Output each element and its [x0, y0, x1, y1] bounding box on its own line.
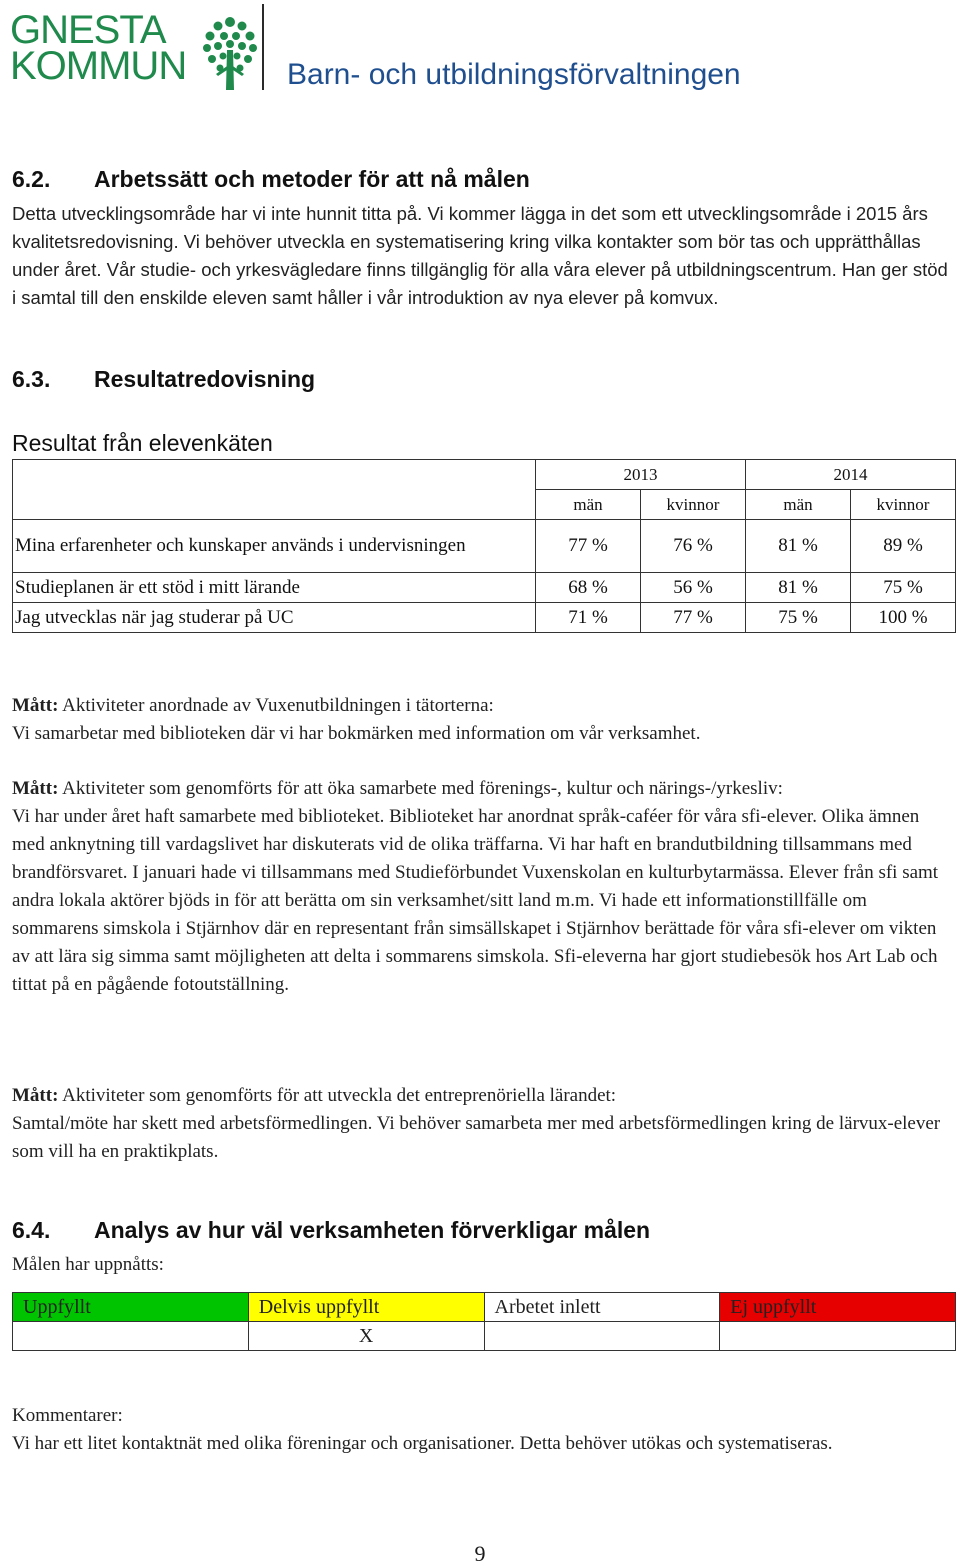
measure-heading: Aktiviteter anordnade av Vuxenutbildningen i tätorterna: — [62, 695, 494, 716]
section-number: 6.4. — [12, 1217, 51, 1243]
section-title: Resultatredovisning — [94, 366, 316, 392]
section-6-2-heading — [12, 166, 530, 193]
measure-heading: Aktiviteter som genomförts för att utveckla det entreprenöriella lärandet: — [62, 1085, 617, 1106]
section-number: 6.3. — [12, 366, 51, 392]
value-cell: 75 % — [746, 603, 851, 633]
survey-results-table — [12, 459, 956, 633]
comments-text: Vi har ett litet kontaktnät med olika föreningar och organisationer. Detta behöver utökas och systematiseras. — [12, 1433, 833, 1454]
goal-status-table — [12, 1292, 956, 1351]
status-mark — [720, 1322, 956, 1351]
question-cell: Studieplanen är ett stöd i mitt lärande — [13, 573, 536, 603]
organization-name: Barn- och utbildningsförvaltningen — [287, 58, 741, 91]
section-number: 6.2. — [12, 166, 51, 192]
section-title: Analys av hur väl verksamheten förverkligar målen — [94, 1217, 651, 1243]
tree-icon — [200, 14, 260, 92]
section-title: Arbetssätt och metoder för att nå målen — [94, 166, 530, 192]
status-mark — [484, 1322, 720, 1351]
comments-label: Kommentarer: — [12, 1405, 123, 1426]
value-cell: 89 % — [851, 520, 956, 573]
status-mark-row — [13, 1322, 956, 1351]
status-mark — [13, 1322, 249, 1351]
value-cell: 81 % — [746, 520, 851, 573]
logo-line-1: GNESTA — [10, 8, 166, 52]
measure-body: Vi har under året haft samarbete med biblioteket. Biblioteket har anordnat språk-caféer för våra sfi-elever. Olika ämnen med anknytning till vardagslivet har diskuterats vid de olika träffarna. Vi har haft en brandutbildning tillsammans med brandförsvaret. I januari hade vi tillsammans med Studieförbundet Vuxenskolan en kulturbytarmässa. Elever från sfi samt andra lokala aktörer bjöds in för att berätta om sin verksamhet/sitt land m.m. Vi hade ett informationstillfälle om sommarens simskola i Stjärnhov där en representant från simsällskapet i Stjärnhov berättade för våra sfi-elever om vikten av att lära sig simma samt möjligheten att delta i sommarens simskola. Sfi-eleverna har gjort studiebesök hos Art Lab och tittat på en pågående fotoutställning. — [12, 806, 939, 995]
table-year-row — [13, 460, 956, 490]
value-cell: 77 % — [641, 603, 746, 633]
status-fulfilled: Uppfyllt — [13, 1293, 249, 1322]
section-6-2-text: Detta utvecklingsområde har vi inte hunnit titta på. Vi kommer lägga in det som ett utvecklingsområde i 2015 års kvalitetsredovisning. Vi behöver utveckla en systematisering kring vilka kontakter som bör tas och upprätthållas under året. Vår studie- och yrkesvägledare finns tillgänglig för alla våra elever på utbildningscentrum. Han ger stöd i samtal till den enskilde eleven samt håller i vår introduktion av nya elever på komvux. — [12, 203, 948, 308]
status-work-started: Arbetet inlett — [484, 1293, 720, 1322]
value-cell: 76 % — [641, 520, 746, 573]
header-divider — [262, 4, 264, 90]
table-row — [13, 603, 956, 633]
status-header-row — [13, 1293, 956, 1322]
measure-body: Samtal/möte har skett med arbetsförmedlingen. Vi behöver samarbeta mer med arbetsförmedlingen kring de lärvux-elever som vill ha en praktikplats. — [12, 1113, 941, 1162]
value-cell: 100 % — [851, 603, 956, 633]
value-cell: 56 % — [641, 573, 746, 603]
goals-label: Målen har uppnåtts: — [12, 1254, 164, 1275]
measure-block-1 — [12, 692, 952, 748]
gender-header: män — [536, 490, 641, 520]
table-empty-corner — [13, 460, 536, 520]
status-partially-fulfilled: Delvis uppfyllt — [248, 1293, 484, 1322]
measure-label: Mått: — [12, 695, 59, 716]
section-6-4-heading — [12, 1217, 650, 1244]
gnesta-kommun-logo — [10, 8, 260, 90]
gender-header: kvinnor — [851, 490, 956, 520]
value-cell: 81 % — [746, 573, 851, 603]
measure-body: Vi samarbetar med biblioteken där vi har bokmärken med information om vår verksamhet. — [12, 723, 701, 744]
status-mark: X — [248, 1322, 484, 1351]
gender-header: män — [746, 490, 851, 520]
measure-block-3 — [12, 1082, 952, 1166]
value-cell: 77 % — [536, 520, 641, 573]
table-row — [13, 520, 956, 573]
year-header: 2013 — [536, 460, 746, 490]
status-not-fulfilled: Ej uppfyllt — [720, 1293, 956, 1322]
value-cell: 68 % — [536, 573, 641, 603]
comments-block — [12, 1402, 952, 1458]
table-row — [13, 573, 956, 603]
logo-line-2: KOMMUN — [10, 44, 187, 88]
question-cell: Jag utvecklas när jag studerar på UC — [13, 603, 536, 633]
section-6-3-heading — [12, 366, 315, 393]
value-cell: 71 % — [536, 603, 641, 633]
value-cell: 75 % — [851, 573, 956, 603]
survey-subheading: Resultat från elevenkäten — [12, 430, 273, 456]
gender-header: kvinnor — [641, 490, 746, 520]
logo-wordmark — [10, 8, 187, 88]
measure-label: Mått: — [12, 778, 59, 799]
page-number: 9 — [474, 1541, 486, 1566]
measure-label: Mått: — [12, 1085, 59, 1106]
question-cell: Mina erfarenheter och kunskaper används i undervisningen — [13, 520, 536, 573]
year-header: 2014 — [746, 460, 956, 490]
measure-heading: Aktiviteter som genomförts för att öka samarbete med förenings-, kultur och närings-/yrkesliv: — [62, 778, 783, 799]
measure-block-2 — [12, 775, 952, 999]
